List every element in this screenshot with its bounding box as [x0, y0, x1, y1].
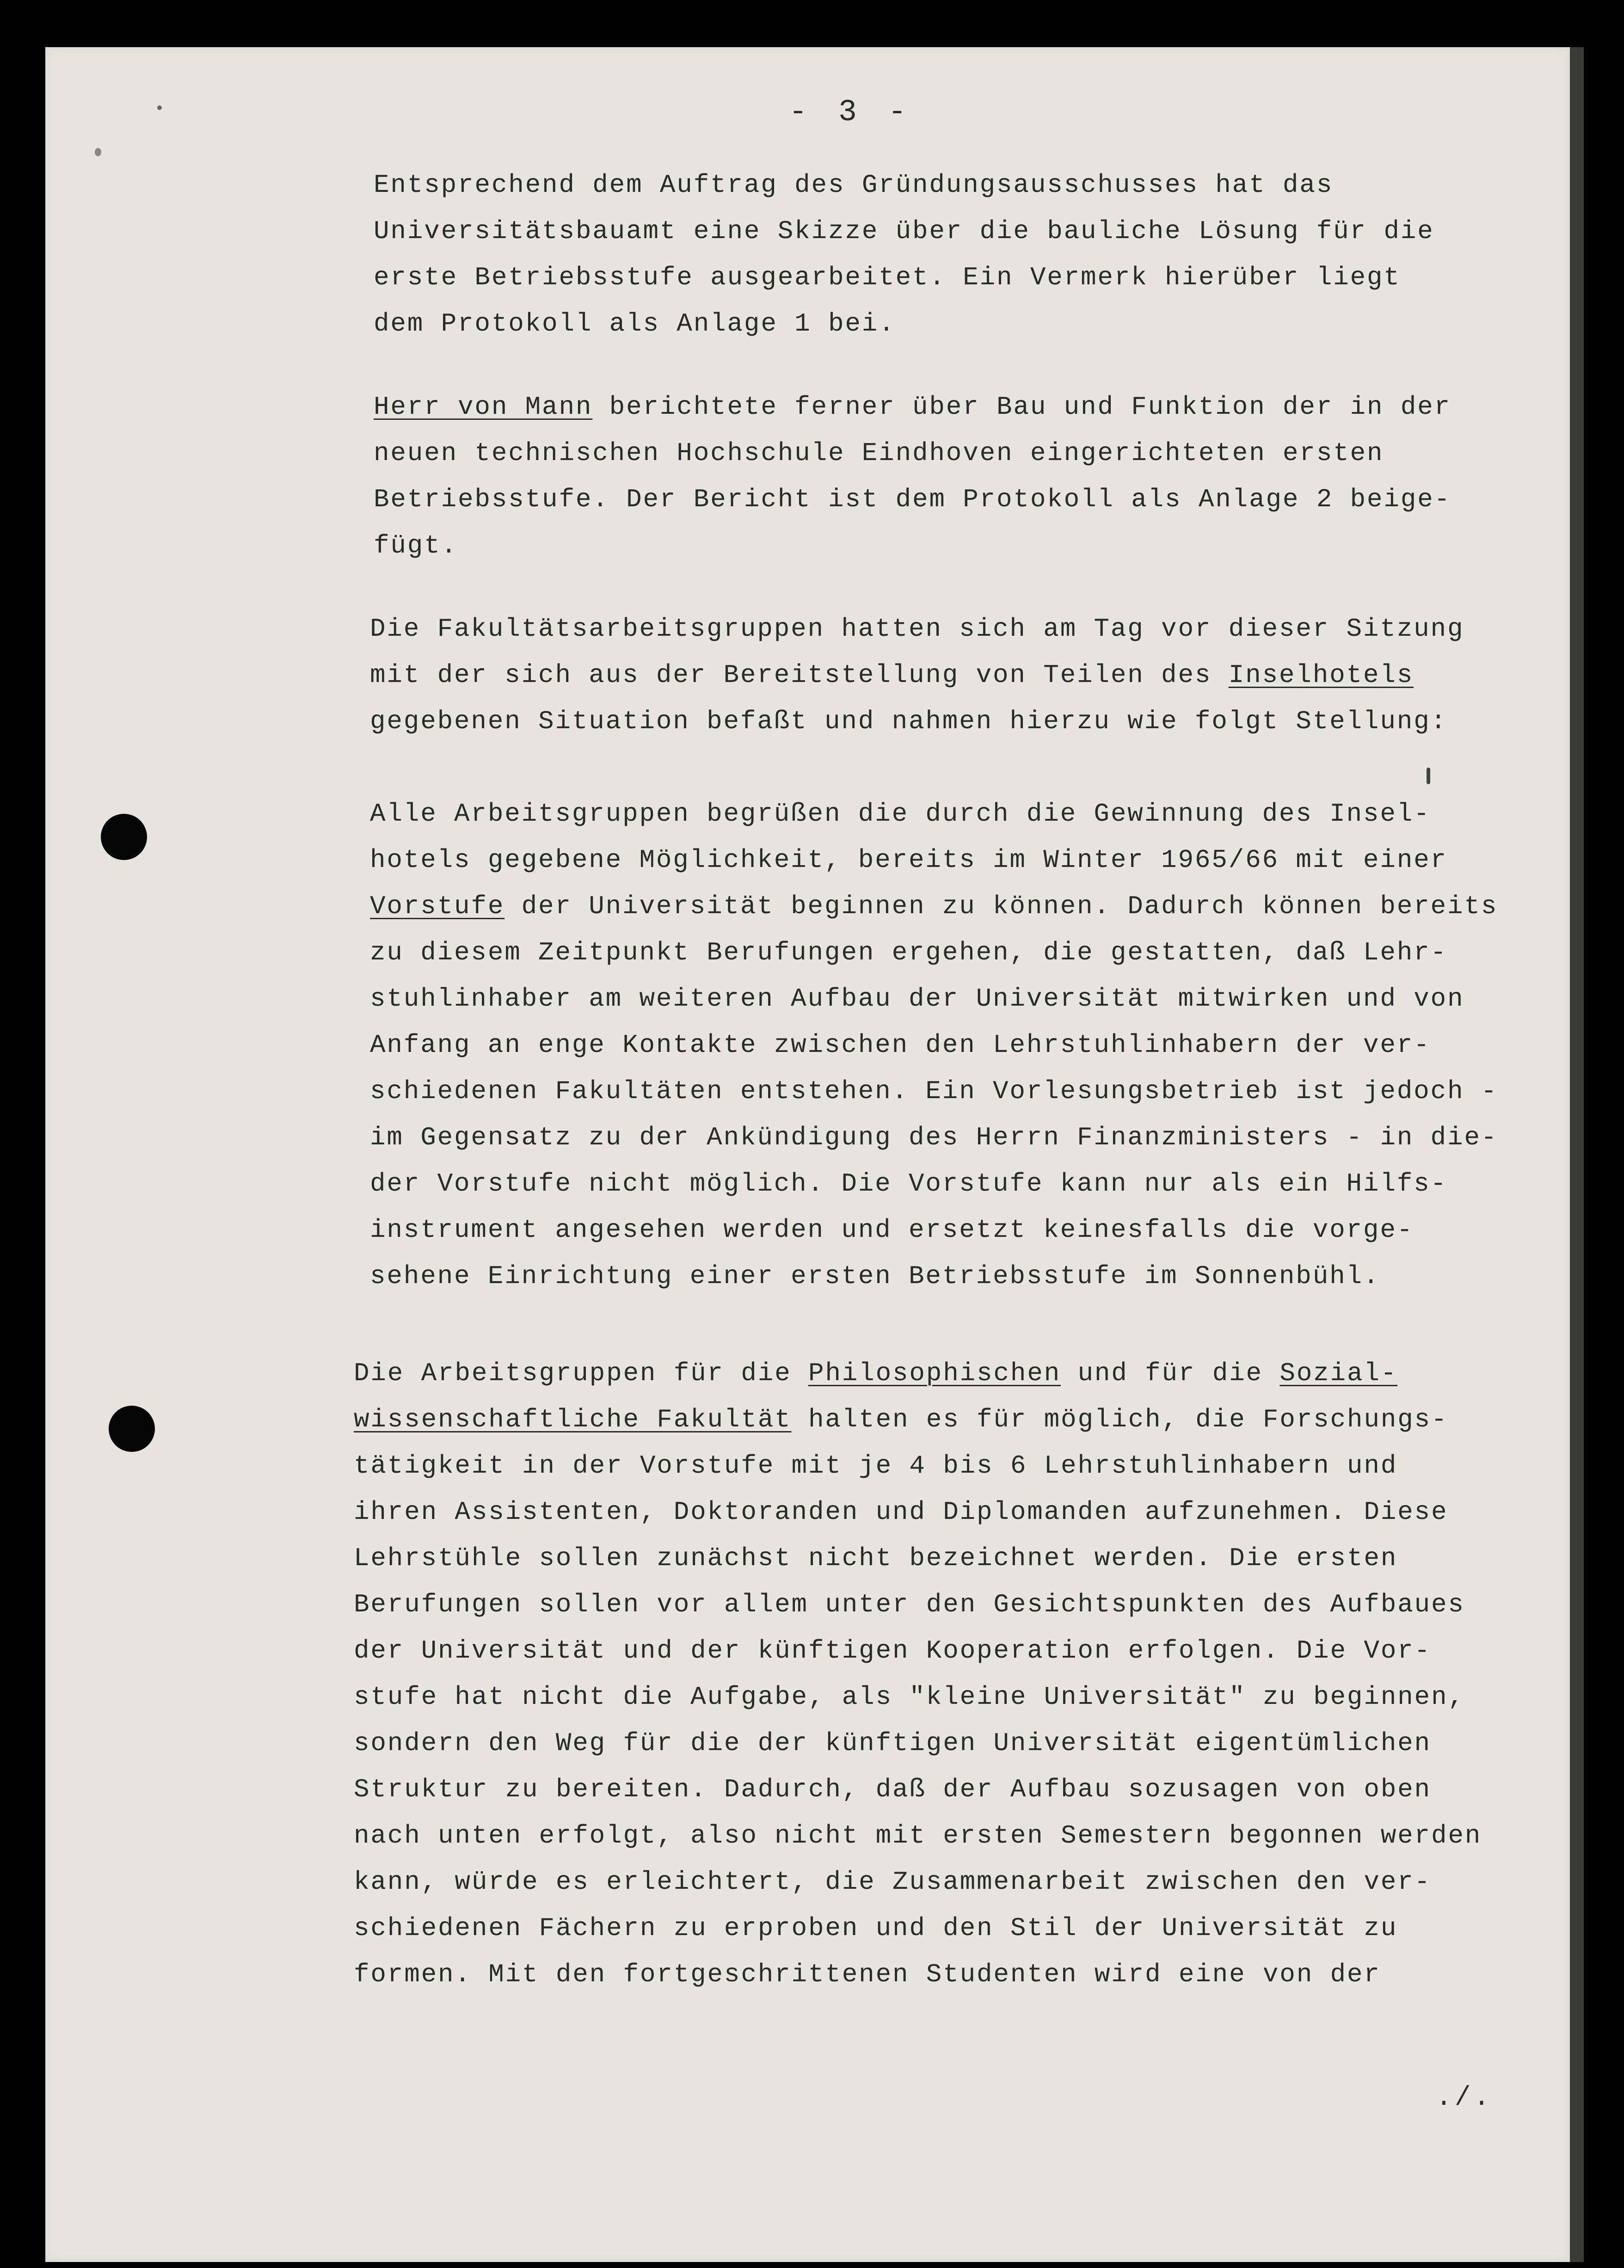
- underlined-text: wissenschaftliche Fakultät: [354, 1405, 792, 1434]
- paragraph-eindhoven-report: [374, 384, 1451, 569]
- text-line: [370, 606, 1464, 652]
- text-segment: der Universität beginnen zu können. Dadurch können bereits: [504, 891, 1498, 921]
- paper-speck: [1427, 768, 1430, 784]
- text-line: [370, 1022, 1498, 1068]
- text-line: [354, 1396, 1482, 1443]
- text-segment: dem Protokoll als Anlage 1 bei.: [374, 309, 896, 338]
- text-segment: und für die: [1061, 1358, 1280, 1388]
- text-line: [374, 384, 1451, 430]
- text-segment: sondern den Weg für die der künftigen Universität eigentümlichen: [354, 1728, 1431, 1758]
- text-segment: Anfang an enge Kontakte zwischen den Lehrstuhlinhabern der ver-: [370, 1030, 1431, 1060]
- paragraph-working-groups: [370, 606, 1464, 744]
- text-line: [374, 476, 1451, 522]
- text-line: [370, 791, 1498, 837]
- text-line: [370, 976, 1498, 1022]
- continuation-mark: ./.: [1436, 2083, 1493, 2113]
- text-line: [370, 698, 1464, 744]
- text-line: [370, 837, 1498, 883]
- text-segment: Entsprechend dem Auftrag des Gründungsausschusses hat das: [374, 170, 1334, 200]
- text-line: [354, 1350, 1482, 1396]
- text-line: [370, 1114, 1498, 1161]
- text-segment: ihren Assistenten, Doktoranden und Diplomanden aufzunehmen. Diese: [354, 1497, 1448, 1527]
- text-line: [374, 254, 1434, 301]
- text-segment: im Gegensatz zu der Ankündigung des Herrn Finanzministers - in die-: [370, 1123, 1498, 1152]
- text-line: [370, 1253, 1498, 1299]
- text-segment: hotels gegebene Möglichkeit, bereits im Winter 1965/66 mit einer: [370, 845, 1447, 875]
- text-segment: erste Betriebsstufe ausgearbeitet. Ein Vermerk hierüber liegt: [374, 263, 1401, 292]
- paper-speck: [95, 148, 101, 156]
- text-segment: schiedenen Fakultäten entstehen. Ein Vorlesungsbetrieb ist jedoch -: [370, 1076, 1498, 1106]
- text-segment: Lehrstühle sollen zunächst nicht bezeichnet werden. Die ersten: [354, 1543, 1398, 1573]
- text-segment: gegebenen Situation befaßt und nahmen hierzu wie folgt Stellung:: [370, 707, 1447, 736]
- text-line: [354, 1535, 1482, 1581]
- page-number: - 3 -: [788, 95, 913, 129]
- text-line: [354, 1674, 1482, 1720]
- paragraph-vorstufe: [370, 791, 1498, 1299]
- text-segment: schiedenen Fächern zu erproben und den Stil der Universität zu: [354, 1913, 1398, 1943]
- punch-hole: [109, 1406, 155, 1452]
- text-line: [370, 652, 1464, 698]
- text-line: [354, 1905, 1482, 1951]
- text-line: [354, 1951, 1482, 1998]
- text-line: [354, 1581, 1482, 1628]
- underlined-text: Sozial-: [1280, 1358, 1398, 1388]
- text-line: [374, 162, 1434, 208]
- text-line: [354, 1813, 1482, 1859]
- text-segment: instrument angesehen werden und ersetzt keinesfalls die vorge-: [370, 1215, 1414, 1245]
- text-segment: Die Fakultätsarbeitsgruppen hatten sich am Tag vor dieser Sitzung: [370, 614, 1464, 644]
- text-segment: fügt.: [374, 531, 458, 560]
- text-line: [354, 1628, 1482, 1674]
- paper-speck: [157, 105, 162, 110]
- text-line: [370, 1207, 1498, 1253]
- text-segment: berichtete ferner über Bau und Funktion der in der: [592, 392, 1451, 422]
- text-segment: tätigkeit in der Vorstufe mit je 4 bis 6 Lehrstuhlinhabern und: [354, 1451, 1398, 1481]
- text-segment: Berufungen sollen vor allem unter den Gesichtspunkten des Aufbaues: [354, 1590, 1465, 1619]
- punch-hole: [101, 814, 147, 860]
- text-segment: kann, würde es erleichtert, die Zusammenarbeit zwischen den ver-: [354, 1867, 1431, 1897]
- text-line: [370, 929, 1498, 976]
- text-segment: Betriebsstufe. Der Bericht ist dem Protokoll als Anlage 2 beige-: [374, 485, 1451, 514]
- text-segment: halten es für möglich, die Forschungs-: [791, 1405, 1448, 1434]
- text-segment: stuhlinhaber am weiteren Aufbau der Universität mitwirken und von: [370, 984, 1464, 1014]
- text-segment: der Universität und der künftigen Kooperation erfolgen. Die Vor-: [354, 1636, 1431, 1666]
- text-segment: stufe hat nicht die Aufgabe, als "kleine Universität" zu beginnen,: [354, 1682, 1465, 1712]
- paragraph-building-sketch: [374, 162, 1434, 347]
- text-line: [374, 301, 1434, 347]
- text-line: [354, 1720, 1482, 1766]
- underlined-text: Vorstufe: [370, 891, 505, 921]
- text-segment: Alle Arbeitsgruppen begrüßen die durch die Gewinnung des Insel-: [370, 799, 1431, 829]
- text-segment: mit der sich aus der Bereitstellung von Teilen des: [370, 660, 1229, 690]
- text-segment: Die Arbeitsgruppen für die: [354, 1358, 808, 1388]
- underlined-text: Herr von Mann: [374, 392, 593, 422]
- text-segment: Universitätsbauamt eine Skizze über die bauliche Lösung für die: [374, 216, 1434, 246]
- text-line: [370, 1161, 1498, 1207]
- text-line: [370, 883, 1498, 929]
- text-line: [354, 1489, 1482, 1535]
- text-segment: sehene Einrichtung einer ersten Betriebsstufe im Sonnenbühl.: [370, 1261, 1380, 1291]
- underlined-text: Inselhotels: [1228, 660, 1414, 690]
- text-line: [370, 1068, 1498, 1114]
- text-segment: neuen technischen Hochschule Eindhoven eingerichteten ersten: [374, 438, 1384, 468]
- text-line: [354, 1443, 1482, 1489]
- text-segment: der Vorstufe nicht möglich. Die Vorstufe kann nur als ein Hilfs-: [370, 1169, 1447, 1199]
- text-line: [374, 208, 1434, 254]
- text-line: [354, 1766, 1482, 1813]
- text-line: [374, 522, 1451, 569]
- page-edge-shadow: [1570, 47, 1584, 2262]
- text-segment: nach unten erfolgt, also nicht mit ersten Semestern begonnen werden: [354, 1821, 1482, 1850]
- text-segment: formen. Mit den fortgeschrittenen Studenten wird eine von der: [354, 1960, 1381, 1989]
- text-segment: zu diesem Zeitpunkt Berufungen ergehen, die gestatten, daß Lehr-: [370, 938, 1447, 967]
- text-line: [354, 1859, 1482, 1905]
- text-line: [374, 430, 1451, 476]
- text-segment: Struktur zu bereiten. Dadurch, daß der Aufbau sozusagen von oben: [354, 1775, 1431, 1804]
- underlined-text: Philosophischen: [808, 1358, 1061, 1388]
- paragraph-faculties: [354, 1350, 1482, 1998]
